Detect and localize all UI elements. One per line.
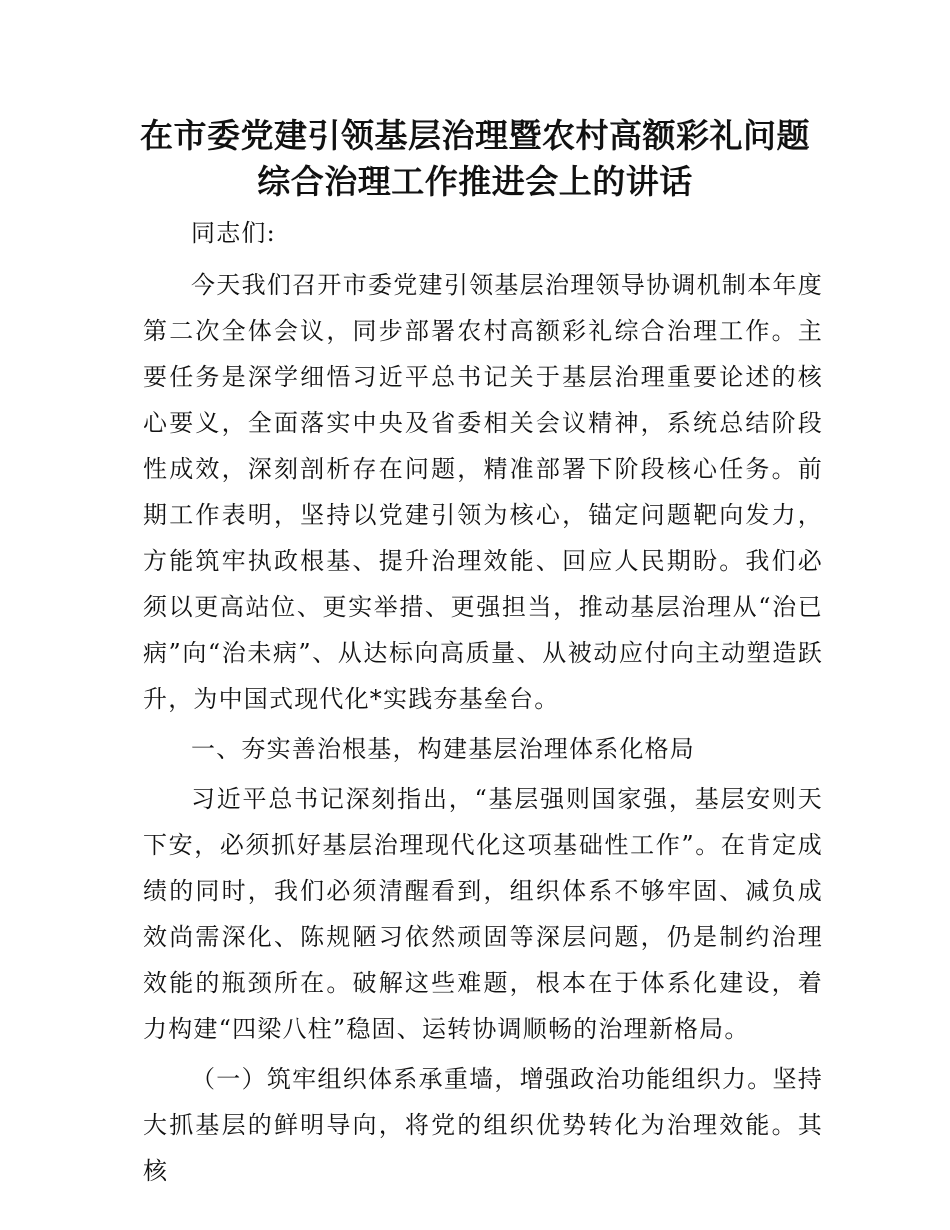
section-heading-1: 一、夯实善治根基，构建基层治理体系化格局 — [191, 735, 695, 763]
paragraph-subsection-1: （一）筑牢组织体系承重墙，增强政治功能组织力。坚持大抓基层的鲜明导向，将党的组织优势转化为治理效能。其核 — [143, 1065, 823, 1185]
document-body — [143, 210, 823, 1198]
document-title-line-1: 在市委党建引领基层治理暨农村高额彩礼问题 — [140, 116, 810, 155]
greeting: 同志们: — [191, 219, 276, 247]
paragraph-section-1: 习近平总书记深刻指出，“基层强则国家强，基层安则天下安，必须抓好基层治理现代化这项基础性工作”。在肯定成绩的同时，我们必须清醒看到，组织体系不够牢固、减负成效尚需深化、陈规陋习依然顽固等深层问题，仍是制约治理效能的瓶颈所在。破解这些难题，根本在于体系化建设，着力构建“四梁八柱”稳固、运转协调顺畅的治理新格局。 — [143, 785, 823, 1043]
paragraph-intro: 今天我们召开市委党建引领基层治理领导协调机制本年度第二次全体会议，同步部署农村高额彩礼综合治理工作。主要任务是深学细悟习近平总书记关于基层治理重要论述的核心要义，全面落实中央及省委相关会议精神，系统总结阶段性成效，深刻剖析存在问题，精准部署下阶段核心任务。前期工作表明，坚持以党建引领为核心，锚定问题靶向发力，方能筑牢执政根基、提升治理效能、回应人民期盼。我们必须以更高站位、更实举措、更强担当，推动基层治理从“治已病”向“治未病”、从达标向高质量、从被动应付向主动塑造跃升，为中国式现代化*实践夯基垒台。 — [143, 271, 823, 713]
document-title-line-2: 综合治理工作推进会上的讲话 — [257, 162, 693, 201]
